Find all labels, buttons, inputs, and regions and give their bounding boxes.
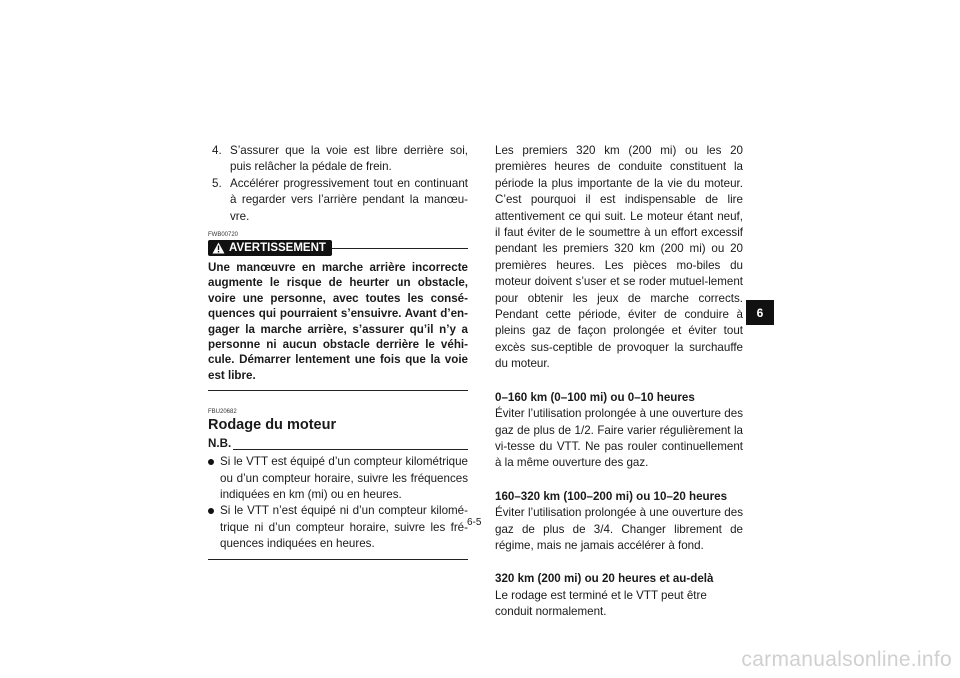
stage-2-text: Éviter l’utilisation prolongée à une ouverture des gaz de plus de 3/4. Changer librement de régime, mais ne jamais accélérer à fond. bbox=[495, 506, 743, 552]
bullet-dot-icon bbox=[208, 454, 220, 503]
warning-end-rule bbox=[208, 390, 468, 391]
nb-label: N.B. bbox=[208, 436, 232, 450]
watermark: carmanualsonline.info bbox=[741, 648, 952, 671]
stage-3-heading: 320 km (200 mi) ou 20 heures et au-delà bbox=[495, 572, 714, 586]
warning-rule bbox=[332, 248, 468, 249]
warning-code: FWB00720 bbox=[208, 232, 239, 239]
step-5 bbox=[208, 176, 468, 225]
step-text: S’assurer que la voie est libre derrière soi, puis relâcher la pédale de frein. bbox=[230, 144, 468, 174]
page-number: 6-5 bbox=[467, 517, 482, 528]
nb-header bbox=[208, 436, 468, 452]
warning-badge bbox=[208, 240, 332, 256]
stage-2-heading: 160–320 km (100–200 mi) ou 10–20 heures bbox=[495, 489, 728, 503]
bullet-text: Si le VTT n’est équipé ni d’un compteur kilomé-trique ni d’un compteur horaire, suivre les fré-quences indiquées en heures. bbox=[220, 504, 468, 551]
warning-text: Une manœuvre en marche arrière incorrecte augmente le risque de heurter un obstacle, voire une personne, avec toutes les consé-quences qui pourraient s’ensuivre. Avant d’en-gager la marche arrière, s’assurer qu’il n’y a personne ni aucun obstacle derrière le véhi-cule. Démarrer lentement une fois que la voie est libre. bbox=[208, 261, 468, 382]
section-code: FBU20682 bbox=[208, 409, 237, 416]
stage-1-heading: 0–160 km (0–100 mi) ou 0–10 heures bbox=[495, 390, 695, 404]
step-4 bbox=[208, 143, 468, 176]
right-column bbox=[495, 143, 743, 621]
stage-1-text: Éviter l’utilisation prolongée à une ouverture des gaz de plus de 1/2. Faire varier régulièrement la vi-tesse du VTT. Ne pas rouler continuellement à la même ouverture des gaz. bbox=[495, 407, 743, 470]
step-number: 5. bbox=[212, 176, 222, 190]
left-column bbox=[208, 143, 468, 560]
nb-bullet-1 bbox=[208, 454, 468, 503]
intro-paragraph: Les premiers 320 km (200 mi) ou les 20 premières heures de conduite constituent la période la plus importante de la vie du moteur. C’est pourquoi il est indispensable de lire attentivement ce qui suit. Le moteur étant neuf, il faut éviter de le soumettre à un effort excessif pendant les premiers 320 km (200 mi) ou 20 premières heures. Les pièces mo-biles du moteur doivent s’user et se roder mutuel-lement pour obtenir les jeux de marche corrects. Pendant cette période, éviter de conduire à pleins gaz de façon prolongée et éviter tout excès sus-ceptible de provoquer la surchauffe du moteur. bbox=[495, 144, 743, 371]
nb-end-rule bbox=[208, 559, 468, 560]
bullet-dot-icon bbox=[208, 503, 220, 552]
chapter-tab: 6 bbox=[746, 300, 774, 325]
section-title: Rodage du moteur bbox=[208, 417, 337, 434]
nb-rule bbox=[233, 449, 468, 450]
step-text: Accélérer progressivement tout en continuant à regarder vers l’arrière pendant la manœu-vre. bbox=[230, 176, 468, 223]
step-number: 4. bbox=[212, 144, 222, 157]
bullet-text: Si le VTT est équipé d’un compteur kilométrique ou d’un compteur horaire, suivre les fréquences indiquées en km (mi) ou en heures. bbox=[220, 455, 468, 501]
stage-3-text: Le rodage est terminé et le VTT peut être conduit normalement. bbox=[495, 588, 707, 619]
warning-label: AVERTISSEMENT bbox=[229, 241, 326, 254]
warning-header bbox=[208, 240, 468, 256]
nb-bullet-2 bbox=[208, 503, 468, 552]
warning-triangle-icon bbox=[212, 242, 225, 254]
